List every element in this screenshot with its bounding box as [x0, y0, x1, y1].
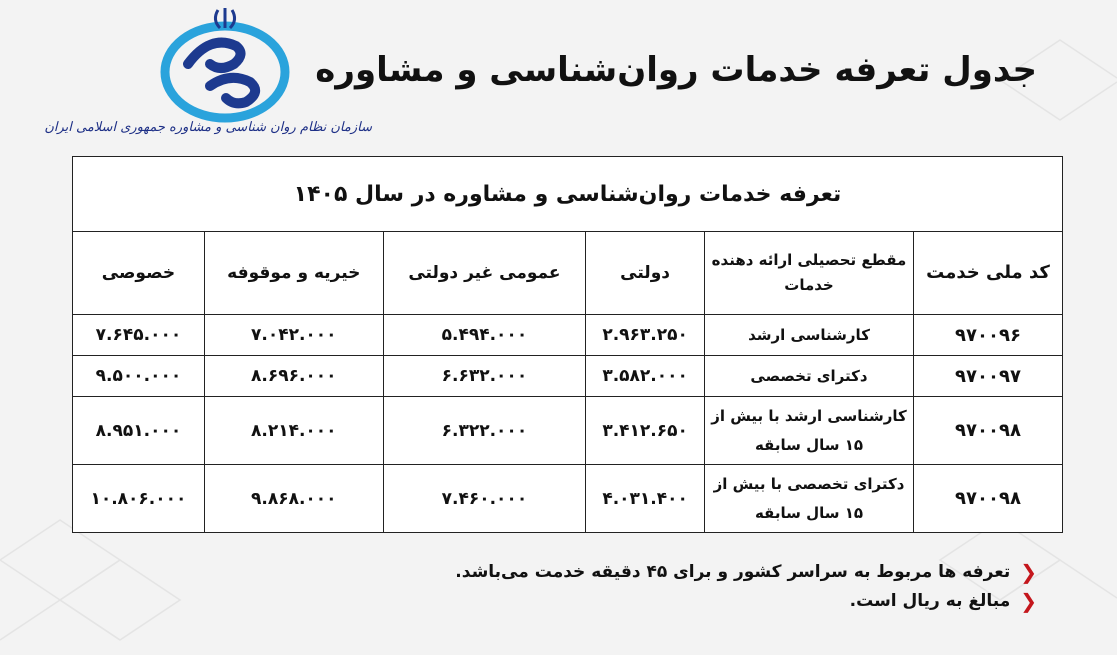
- government-fee-cell: ۳.۵۸۲.۰۰۰: [586, 356, 705, 397]
- public-nongov-fee-cell: ۷.۴۶۰.۰۰۰: [383, 465, 586, 533]
- service-code-cell: ۹۷۰۰۹۸: [914, 397, 1063, 465]
- education-level-cell: دکترای تخصصی با بیش از ۱۵ سال سابقه: [705, 465, 914, 533]
- chevron-left-icon: ❮: [1020, 560, 1037, 584]
- note-item: [455, 562, 1037, 582]
- notes-list: [455, 562, 1037, 620]
- column-header-service-code: کد ملی خدمت: [914, 232, 1063, 315]
- table-row: [73, 315, 1063, 356]
- table-title: تعرفه خدمات روان‌شناسی و مشاوره در سال ۱۴۰۵: [73, 157, 1063, 232]
- note-text: مبالغ به ریال است.: [849, 591, 1011, 611]
- note-item: [455, 591, 1037, 611]
- private-fee-cell: ۸.۹۵۱.۰۰۰: [73, 397, 205, 465]
- chevron-left-icon: ❮: [1020, 589, 1037, 613]
- organization-logo: [150, 6, 300, 124]
- charity-fee-cell: ۹.۸۶۸.۰۰۰: [204, 465, 383, 533]
- public-nongov-fee-cell: ۵.۴۹۴.۰۰۰: [383, 315, 586, 356]
- column-header-education-level: مقطع تحصیلی ارائه دهنده خدمات: [705, 232, 914, 315]
- government-fee-cell: ۲.۹۶۳.۲۵۰: [586, 315, 705, 356]
- service-code-cell: ۹۷۰۰۹۸: [914, 465, 1063, 533]
- column-header-government: دولتی: [586, 232, 705, 315]
- table-row: [73, 465, 1063, 533]
- education-level-cell: دکترای تخصصی: [705, 356, 914, 397]
- table-row: [73, 397, 1063, 465]
- fee-table: [72, 156, 1063, 533]
- column-header-public-nongovernment: عمومی غیر دولتی: [383, 232, 586, 315]
- private-fee-cell: ۱۰.۸۰۶.۰۰۰: [73, 465, 205, 533]
- table-row: [73, 356, 1063, 397]
- charity-fee-cell: ۷.۰۴۲.۰۰۰: [204, 315, 383, 356]
- public-nongov-fee-cell: ۶.۶۳۲.۰۰۰: [383, 356, 586, 397]
- charity-fee-cell: ۸.۶۹۶.۰۰۰: [204, 356, 383, 397]
- organization-name: سازمان نظام روان شناسی و مشاوره جمهوری اسلامی ایران: [44, 120, 372, 135]
- private-fee-cell: ۹.۵۰۰.۰۰۰: [73, 356, 205, 397]
- government-fee-cell: ۳.۴۱۲.۶۵۰: [586, 397, 705, 465]
- page-title: جدول تعرفه خدمات روان‌شناسی و مشاوره: [315, 50, 1037, 90]
- service-code-cell: ۹۷۰۰۹۶: [914, 315, 1063, 356]
- education-level-cell: کارشناسی ارشد با بیش از ۱۵ سال سابقه: [705, 397, 914, 465]
- government-fee-cell: ۴.۰۳۱.۴۰۰: [586, 465, 705, 533]
- column-header-charity: خیریه و موقوفه: [204, 232, 383, 315]
- public-nongov-fee-cell: ۶.۳۲۲.۰۰۰: [383, 397, 586, 465]
- charity-fee-cell: ۸.۲۱۴.۰۰۰: [204, 397, 383, 465]
- private-fee-cell: ۷.۶۴۵.۰۰۰: [73, 315, 205, 356]
- column-header-private: خصوصی: [73, 232, 205, 315]
- note-text: تعرفه ها مربوط به سراسر کشور و برای ۴۵ دقیقه خدمت می‌باشد.: [455, 562, 1011, 582]
- service-code-cell: ۹۷۰۰۹۷: [914, 356, 1063, 397]
- iran-emblem-icon: [215, 8, 234, 28]
- education-level-cell: کارشناسی ارشد: [705, 315, 914, 356]
